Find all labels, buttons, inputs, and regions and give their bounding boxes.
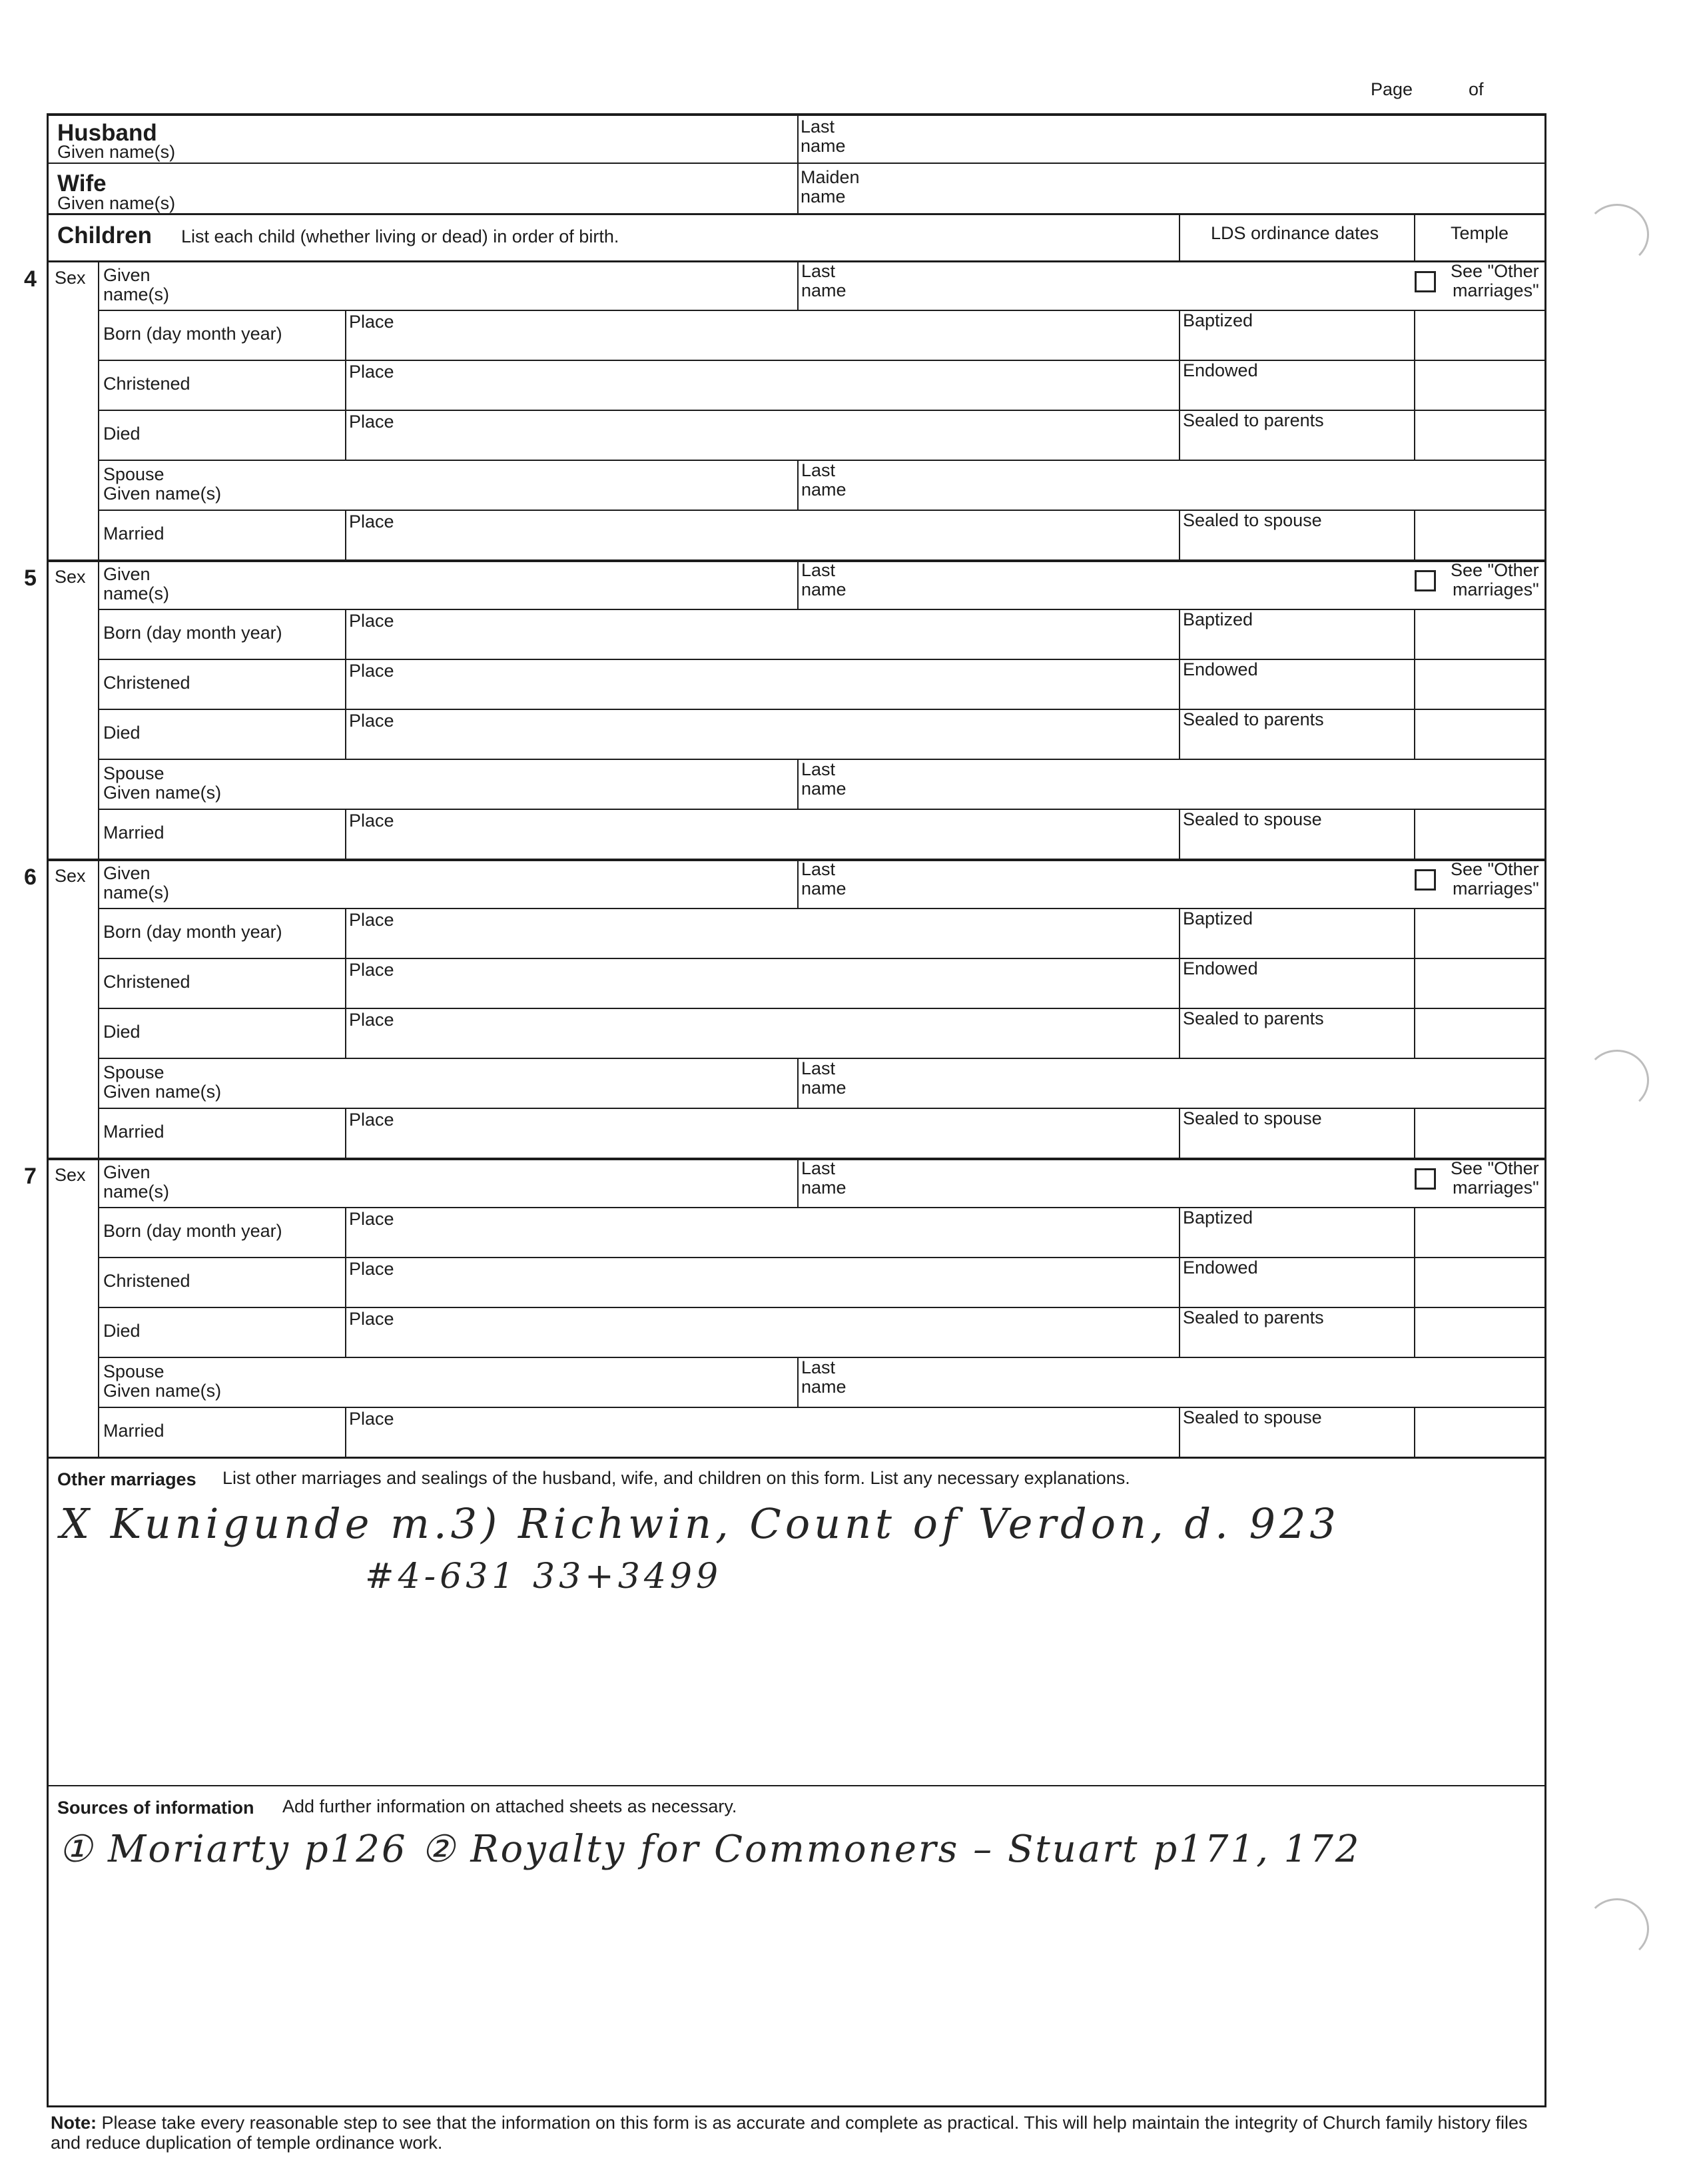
child-5-christened-place-input[interactable] <box>348 681 1176 705</box>
child-6-given-input[interactable] <box>220 861 793 905</box>
child-4-given-last-divider <box>797 260 799 310</box>
child-4-married-date-input[interactable] <box>101 512 342 556</box>
child-6-christened-place-input[interactable] <box>348 980 1176 1004</box>
sources-title: Sources of information <box>57 1798 254 1818</box>
child-6-spouse-last-label: Last name <box>801 1058 847 1098</box>
child-5-spouse-last-label: Last name <box>801 759 847 799</box>
child-4-sealed-to-spouse-date-input[interactable] <box>1182 532 1411 556</box>
child-5-married-date-input[interactable] <box>101 811 342 855</box>
child-6-baptized-label: Baptized <box>1183 909 1253 928</box>
child-4-row-rule <box>98 310 1546 311</box>
child-7-endowed-temple-input[interactable] <box>1417 1260 1544 1303</box>
child-6-sealed-to-parents-label: Sealed to parents <box>1183 1008 1324 1028</box>
child-4-baptized-label: Baptized <box>1183 310 1253 330</box>
child-4-born-place-input[interactable] <box>348 332 1176 356</box>
child-6-place-divider <box>345 908 346 958</box>
child-7-see-other-label: See "Other marriages" <box>1451 1158 1539 1198</box>
child-7-temple-divider <box>1414 1307 1415 1357</box>
child-5-number: 5 <box>24 565 37 591</box>
other-marriages-instruction: List other marriages and sealings of the husband, wife, and children on this form. List any necessary explanations. <box>222 1468 1130 1488</box>
children-header <box>47 213 1546 260</box>
child-4-see-other-label: See "Other marriages" <box>1451 261 1539 300</box>
child-6-ordinance-divider <box>1179 908 1180 958</box>
child-6-sealed-to-parents-temple-input[interactable] <box>1417 1010 1544 1054</box>
child-6-endowed-temple-input[interactable] <box>1417 960 1544 1004</box>
wife-children-rule <box>47 213 1546 215</box>
child-5-sealed-to-parents-label: Sealed to parents <box>1183 709 1324 729</box>
wife-given-label: Given name(s) <box>57 193 176 213</box>
child-5-given-label: Given name(s) <box>103 564 170 603</box>
child-5-baptized-temple-input[interactable] <box>1417 611 1544 655</box>
child-7-sealed-to-spouse-date-input[interactable] <box>1182 1429 1411 1453</box>
child-6-born-place-input[interactable] <box>348 930 1176 954</box>
child-5-born-place-input[interactable] <box>348 631 1176 655</box>
child-6-married-date-input[interactable] <box>101 1110 342 1154</box>
child-6-row-rule <box>98 1108 1546 1109</box>
child-6-temple-divider <box>1414 908 1415 958</box>
child-5-ordinance-divider <box>1179 809 1180 859</box>
child-5-died-label: Died <box>103 723 141 743</box>
other-marriages-section <box>47 1457 1546 1785</box>
husband-given-input[interactable] <box>167 117 753 161</box>
child-4-ordinance-divider <box>1179 410 1180 460</box>
child-5-sealed-to-spouse-label: Sealed to spouse <box>1183 809 1322 829</box>
child-7-row-rule <box>98 1257 1546 1258</box>
child-4-ordinance-divider <box>1179 310 1180 360</box>
child-6-christened-date-input[interactable] <box>101 960 342 1004</box>
child-5-endowed-date-input[interactable] <box>1182 681 1411 705</box>
child-5-christened-place-label: Place <box>349 661 394 681</box>
child-7-other-marriages-checkbox[interactable] <box>1415 1168 1436 1190</box>
child-4-temple-divider <box>1414 510 1415 559</box>
child-4-baptized-temple-input[interactable] <box>1417 312 1544 356</box>
child-7-spouse-label: Spouse Given name(s) <box>103 1361 222 1401</box>
child-4-spouse-last-input[interactable] <box>866 462 1538 506</box>
child-7-died-place-input[interactable] <box>348 1329 1176 1353</box>
child-6-place-divider <box>345 1008 346 1058</box>
child-4-died-place-label: Place <box>349 412 394 432</box>
children-header-rule <box>47 260 1546 262</box>
child-7-spouse-given-input[interactable] <box>253 1359 793 1403</box>
child-5-place-divider <box>345 659 346 709</box>
child-7-married-date-input[interactable] <box>101 1409 342 1453</box>
child-6-row-rule <box>98 1008 1546 1009</box>
child-7-christened-place-label: Place <box>349 1259 394 1279</box>
child-7-christened-date-input[interactable] <box>101 1260 342 1303</box>
child-6-row-rule <box>98 958 1546 959</box>
child-5-given-last-divider <box>797 559 799 609</box>
child-7-given-input[interactable] <box>220 1160 793 1204</box>
child-6-other-marriages-checkbox[interactable] <box>1415 869 1436 891</box>
child-5-born-place-label: Place <box>349 611 394 631</box>
child-4-spouse-last-divider <box>797 460 799 510</box>
child-7-row-rule <box>98 1307 1546 1308</box>
child-7-sex-label: Sex <box>55 1165 86 1185</box>
child-7-place-divider <box>345 1207 346 1257</box>
wife-given-input[interactable] <box>160 167 753 210</box>
child-4-number: 4 <box>24 266 37 292</box>
child-5-sex-divider <box>98 559 99 859</box>
child-6-sex-divider <box>98 859 99 1158</box>
child-7-place-divider <box>345 1257 346 1307</box>
child-5-born-label: Born (day month year) <box>103 623 282 643</box>
child-4-spouse-last-label: Last name <box>801 460 847 500</box>
child-5-place-divider <box>345 809 346 859</box>
child-6-see-other-label: See "Other marriages" <box>1451 859 1539 899</box>
child-4-last-label: Last name <box>801 261 847 300</box>
child-7-spouse-last-input[interactable] <box>866 1359 1538 1403</box>
child-7-sealed-to-spouse-label: Sealed to spouse <box>1183 1407 1322 1427</box>
child-6-died-place-input[interactable] <box>348 1030 1176 1054</box>
punch-hole-bottom <box>1585 1898 1649 1960</box>
child-5-christened-label: Christened <box>103 673 190 693</box>
child-5-sealed-to-spouse-date-input[interactable] <box>1182 831 1411 855</box>
child-4-married-label: Married <box>103 524 165 544</box>
child-7-sealed-to-parents-label: Sealed to parents <box>1183 1307 1324 1327</box>
child-7-christened-label: Christened <box>103 1271 190 1291</box>
child-6-died-place-label: Place <box>349 1010 394 1030</box>
other-marriages-title: Other marriages <box>57 1469 196 1489</box>
note-block <box>51 2113 1536 2153</box>
child-6-endowed-label: Endowed <box>1183 958 1258 978</box>
child-7-born-place-label: Place <box>349 1209 394 1229</box>
child-6-married-place-label: Place <box>349 1110 394 1130</box>
child-4-other-marriages-checkbox[interactable] <box>1415 271 1436 292</box>
child-5-sealed-to-parents-temple-input[interactable] <box>1417 711 1544 755</box>
child-7-died-date-input[interactable] <box>101 1309 342 1353</box>
child-5-ordinance-divider <box>1179 659 1180 709</box>
ordinance-dates-label: LDS ordinance dates <box>1211 223 1379 243</box>
children-instruction: List each child (whether living or dead) in order of birth. <box>181 226 619 246</box>
child-4-sex-label: Sex <box>55 268 86 288</box>
child-7-died-label: Died <box>103 1321 141 1341</box>
child-4-sealed-to-spouse-label: Sealed to spouse <box>1183 510 1322 530</box>
child-5-ordinance-divider <box>1179 609 1180 659</box>
child-6-last-input[interactable] <box>866 861 1399 905</box>
child-4-given-input[interactable] <box>220 263 793 307</box>
child-4-spouse-given-input[interactable] <box>253 462 793 506</box>
husband-given-label: Given name(s) <box>57 142 176 162</box>
child-4-christened-label: Christened <box>103 374 190 394</box>
child-7-married-place-label: Place <box>349 1409 394 1429</box>
child-4-temple-divider <box>1414 410 1415 460</box>
child-4-christened-place-label: Place <box>349 362 394 382</box>
child-6-place-divider <box>345 1108 346 1158</box>
child-7-baptized-temple-input[interactable] <box>1417 1210 1544 1254</box>
child-6-last-label: Last name <box>801 859 847 899</box>
child-5-died-place-label: Place <box>349 711 394 731</box>
sources-section <box>47 1785 1546 2107</box>
child-4-place-divider <box>345 360 346 410</box>
child-7-ordinance-divider <box>1179 1307 1180 1357</box>
child-4-temple-divider <box>1414 360 1415 410</box>
child-7-last-input[interactable] <box>866 1160 1399 1204</box>
child-7-born-date-input[interactable] <box>101 1210 342 1254</box>
child-5-given-input[interactable] <box>220 562 793 606</box>
child-5-married-place-label: Place <box>349 811 394 831</box>
child-4-given-label: Given name(s) <box>103 265 170 304</box>
page-of-label: of <box>1469 79 1484 99</box>
child-4-spouse-label: Spouse Given name(s) <box>103 464 222 504</box>
child-7-born-label: Born (day month year) <box>103 1221 282 1241</box>
child-5-ordinance-divider <box>1179 709 1180 759</box>
child-4-row-rule <box>98 360 1546 361</box>
child-7-row-rule <box>98 1407 1546 1408</box>
child-4-endowed-temple-input[interactable] <box>1417 362 1544 406</box>
child-4-born-date-input[interactable] <box>101 312 342 356</box>
child-5-temple-divider <box>1414 659 1415 709</box>
child-7-place-divider <box>345 1407 346 1457</box>
child-6-born-date-input[interactable] <box>101 910 342 954</box>
child-5-row-rule <box>98 659 1546 660</box>
wife-title: Wife <box>57 171 107 196</box>
child-7-row-rule <box>98 1207 1546 1208</box>
child-5-other-marriages-checkbox[interactable] <box>1415 570 1436 591</box>
child-6-christened-label: Christened <box>103 972 190 992</box>
child-6-married-label: Married <box>103 1122 165 1142</box>
child-7-married-label: Married <box>103 1421 165 1441</box>
child-5-christened-date-input[interactable] <box>101 661 342 705</box>
temple-header-divider <box>1414 213 1415 260</box>
child-6-married-place-input[interactable] <box>348 1130 1176 1154</box>
child-6-row-rule <box>98 908 1546 909</box>
punch-hole-middle <box>1585 1050 1649 1111</box>
child-7-ordinance-divider <box>1179 1407 1180 1457</box>
child-6-endowed-date-input[interactable] <box>1182 980 1411 1004</box>
child-7-temple-divider <box>1414 1257 1415 1307</box>
wife-maiden-label: Maiden name <box>801 167 860 206</box>
child-7-ordinance-divider <box>1179 1257 1180 1307</box>
child-5-row-rule <box>98 709 1546 710</box>
child-4-baptized-date-input[interactable] <box>1182 332 1411 356</box>
child-6-given-last-divider <box>797 859 799 908</box>
child-4-place-divider <box>345 310 346 360</box>
child-6-sealed-to-spouse-temple-input[interactable] <box>1417 1110 1544 1154</box>
child-5-born-date-input[interactable] <box>101 611 342 655</box>
child-5-temple-divider <box>1414 609 1415 659</box>
child-7-endowed-date-input[interactable] <box>1182 1279 1411 1303</box>
child-6-ordinance-divider <box>1179 958 1180 1008</box>
ordinance-header-divider <box>1179 213 1180 260</box>
child-4-christened-date-input[interactable] <box>101 362 342 406</box>
child-5-sealed-to-spouse-temple-input[interactable] <box>1417 811 1544 855</box>
child-6-sealed-to-spouse-date-input[interactable] <box>1182 1130 1411 1154</box>
wife-maiden-input[interactable] <box>866 167 1538 210</box>
child-6-spouse-last-divider <box>797 1058 799 1108</box>
child-5-place-divider <box>345 709 346 759</box>
child-5-sealed-to-parents-date-input[interactable] <box>1182 731 1411 755</box>
husband-title: Husband <box>57 120 157 146</box>
child-4-married-place-input[interactable] <box>348 532 1176 556</box>
child-4-died-date-input[interactable] <box>101 412 342 456</box>
page-label: Page <box>1371 79 1413 99</box>
child-7-place-divider <box>345 1307 346 1357</box>
child-6-given-label: Given name(s) <box>103 863 170 903</box>
child-4-place-divider <box>345 410 346 460</box>
husband-last-divider <box>797 113 799 213</box>
child-6-died-date-input[interactable] <box>101 1010 342 1054</box>
note-text <box>51 2113 1536 2153</box>
child-7-died-place-label: Place <box>349 1309 394 1329</box>
child-5-died-place-input[interactable] <box>348 731 1176 755</box>
child-6-born-place-label: Place <box>349 910 394 930</box>
child-6-ordinance-divider <box>1179 1008 1180 1058</box>
child-5-row-rule <box>98 809 1546 810</box>
child-4-endowed-label: Endowed <box>1183 360 1258 380</box>
child-5-married-place-input[interactable] <box>348 831 1176 855</box>
child-4-sealed-to-spouse-temple-input[interactable] <box>1417 512 1544 556</box>
child-7-born-place-input[interactable] <box>348 1230 1176 1254</box>
child-6-spouse-label: Spouse Given name(s) <box>103 1062 222 1102</box>
child-6-spouse-last-input[interactable] <box>866 1060 1538 1104</box>
husband-wife-rule <box>47 163 1546 164</box>
child-7-spouse-last-divider <box>797 1357 799 1407</box>
child-5-endowed-temple-input[interactable] <box>1417 661 1544 705</box>
child-7-married-place-input[interactable] <box>348 1429 1176 1453</box>
child-7-spouse-last-label: Last name <box>801 1357 847 1397</box>
child-7-temple-divider <box>1414 1407 1415 1457</box>
child-5-last-label: Last name <box>801 560 847 599</box>
child-7-endowed-label: Endowed <box>1183 1258 1258 1277</box>
note-title: Note: <box>51 2113 97 2133</box>
child-5-last-input[interactable] <box>866 562 1399 606</box>
note-body: Please take every reasonable step to see that the information on this form is as accurate and complete as practical. This will help maintain the integrity of Church family history files and reduce duplication of temple ordinance work. <box>51 2113 1528 2153</box>
child-6-place-divider <box>345 958 346 1008</box>
child-4-sealed-to-parents-temple-input[interactable] <box>1417 412 1544 456</box>
child-4-christened-place-input[interactable] <box>348 382 1176 406</box>
child-4-sealed-to-parents-date-input[interactable] <box>1182 432 1411 456</box>
child-4-ordinance-divider <box>1179 510 1180 559</box>
child-5-spouse-label: Spouse Given name(s) <box>103 763 222 803</box>
child-6-ordinance-divider <box>1179 1108 1180 1158</box>
child-6-temple-divider <box>1414 1108 1415 1158</box>
child-6-baptized-temple-input[interactable] <box>1417 910 1544 954</box>
child-5-baptized-label: Baptized <box>1183 609 1253 629</box>
child-4-endowed-date-input[interactable] <box>1182 382 1411 406</box>
child-5-spouse-given-input[interactable] <box>253 761 793 805</box>
child-4-sealed-to-parents-label: Sealed to parents <box>1183 410 1324 430</box>
child-7-last-label: Last name <box>801 1158 847 1198</box>
child-7-sealed-to-parents-temple-input[interactable] <box>1417 1309 1544 1353</box>
sources-instruction: Add further information on attached sheets as necessary. <box>282 1796 737 1816</box>
child-5-row-rule <box>98 609 1546 610</box>
children-title: Children <box>57 222 152 248</box>
child-5-see-other-label: See "Other marriages" <box>1451 560 1539 599</box>
other-marriages-handwritten-line-2: #4-631 33+3499 <box>365 1557 723 1597</box>
child-6-temple-divider <box>1414 1008 1415 1058</box>
child-7-ordinance-divider <box>1179 1207 1180 1257</box>
child-6-died-label: Died <box>103 1022 141 1042</box>
temple-label: Temple <box>1451 223 1509 243</box>
child-6-baptized-date-input[interactable] <box>1182 930 1411 954</box>
child-5-place-divider <box>345 609 346 659</box>
child-4-temple-divider <box>1414 310 1415 360</box>
child-4-sex-divider <box>98 260 99 559</box>
child-5-baptized-date-input[interactable] <box>1182 631 1411 655</box>
child-7-baptized-date-input[interactable] <box>1182 1230 1411 1254</box>
child-7-given-last-divider <box>797 1158 799 1207</box>
child-5-spouse-last-divider <box>797 759 799 809</box>
husband-last-input[interactable] <box>866 117 1538 161</box>
child-5-temple-divider <box>1414 709 1415 759</box>
child-4-ordinance-divider <box>1179 360 1180 410</box>
child-4-married-place-label: Place <box>349 512 394 532</box>
child-7-sex-divider <box>98 1158 99 1457</box>
child-5-temple-divider <box>1414 809 1415 859</box>
child-4-died-place-input[interactable] <box>348 432 1176 456</box>
child-6-sex-label: Sex <box>55 866 86 886</box>
child-7-baptized-label: Baptized <box>1183 1208 1253 1228</box>
child-6-christened-place-label: Place <box>349 960 394 980</box>
child-4-last-input[interactable] <box>866 263 1399 307</box>
child-6-number: 6 <box>24 865 37 890</box>
child-7-given-label: Given name(s) <box>103 1162 170 1202</box>
child-7-sealed-to-parents-date-input[interactable] <box>1182 1329 1411 1353</box>
child-4-born-place-label: Place <box>349 312 394 332</box>
child-6-sealed-to-spouse-label: Sealed to spouse <box>1183 1108 1322 1128</box>
child-6-born-label: Born (day month year) <box>103 922 282 942</box>
child-5-sex-label: Sex <box>55 567 86 587</box>
husband-last-label: Last name <box>801 117 846 156</box>
child-4-born-label: Born (day month year) <box>103 324 282 344</box>
child-7-number: 7 <box>24 1164 37 1189</box>
punch-hole-top <box>1585 204 1649 265</box>
child-6-temple-divider <box>1414 958 1415 1008</box>
other-marriages-handwritten-line-1: X Kunigunde m.3) Richwin, Count of Verdon, d. 923 <box>60 1499 1340 1548</box>
child-5-married-label: Married <box>103 823 165 843</box>
child-5-died-date-input[interactable] <box>101 711 342 755</box>
child-7-temple-divider <box>1414 1207 1415 1257</box>
child-4-row-rule <box>98 410 1546 411</box>
child-5-spouse-last-input[interactable] <box>866 761 1538 805</box>
sources-handwritten: ① Moriarty p126 ② Royalty for Commoners – Stuart p171, 172 <box>59 1828 1361 1871</box>
child-4-died-label: Died <box>103 424 141 444</box>
husband-top-rule <box>47 113 1546 116</box>
child-4-place-divider <box>345 510 346 559</box>
child-6-sealed-to-parents-date-input[interactable] <box>1182 1030 1411 1054</box>
child-7-sealed-to-spouse-temple-input[interactable] <box>1417 1409 1544 1453</box>
child-7-christened-place-input[interactable] <box>348 1279 1176 1303</box>
child-5-endowed-label: Endowed <box>1183 659 1258 679</box>
child-4-row-rule <box>98 510 1546 511</box>
child-6-spouse-given-input[interactable] <box>253 1060 793 1104</box>
